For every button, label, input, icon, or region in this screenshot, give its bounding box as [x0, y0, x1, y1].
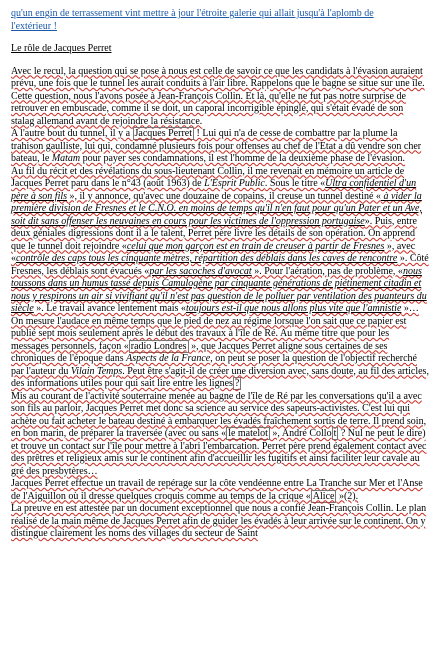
paragraph-1: Avec le recul, la question qui se pose à nous est celle de savoir ce que les candidats à l'évasion auraient prévu, une fois que le tunnel les aurait conduits à l'air libre. Rappelons que le bagne se situe sur une île.	[11, 65, 425, 89]
paragraph-7: Jacques Perret effectue un travail de repérage sur la côte vendéenne entre La Tranche sur Mer et l'Anse de l'Aiguillon où il dresse quelques croquis comme au temps de la crique « Alice »(2).	[11, 478, 423, 502]
opening-line-1[interactable]: qu'un engin de terrassement vint mettre à jour l'étroite galerie qui allait jusqu'à l'aplomb de	[11, 8, 374, 19]
paragraph-4: Au fil du récit et des révélations du sous-lieutenant Collin, il me revenait en mémoire un article de Jacques Perret paru dans le n°43 (août 1963) de L'Esprit Public. Sous le titre «Ultra confidentiel d'un père à son fils », il y annonce, qu'avec une douzaine de copains, il creuse un tunnel destiné « à vider la première division de Fresnes et le C.N.O. en moins de temps qu'il n'en faut pour qu'un Pater et un Ave, soit dit sans offenser les neuvaines en cours pour les victimes de l'oppression portugaise». Puis, entre deux géniales digressions dont il a le talent, Perret père livre les détails de son opération. On apprend que le tunnel doit rejoindre «celui que mon garçon est en train de creuser à partir de Fresnes », avec «contrôle des caps tous les cinquante mètres, répartition des déblais dans les caves de rencontre ». Côté Fresnes, les déblais sont évacués «par les sacoches d'avocat ». Pour l'aération, pas de problème, «nous toussons dans un humus tassé depuis Camulogène par cinquante générations de piétinement citadin et nous y respirons un air si vivifiant qu'il n'est pas question de le polluer par ventilation des puanteurs du siècle ». Le travail avance lentement mais «toujours est-il que nous allons plus vite que l'amnistie »…	[11, 165, 429, 314]
name-box-matelot: le matelot	[228, 428, 268, 439]
book-vilain-temps: Vilain Temps	[70, 365, 123, 377]
quote-title: Ultra confidentiel d'un père à son fils	[11, 178, 417, 202]
opening-line-2[interactable]: l'extérieur !	[11, 20, 57, 32]
opening-paragraph	[11, 8, 429, 33]
journal-title: L'Esprit Public	[204, 178, 265, 189]
quote-amnistie: toujours est-il que nous allons plus vite que l'amnistie	[185, 303, 402, 314]
quote-son: celui que mon garçon est en train de creuser à partir de Fresnes	[126, 240, 385, 252]
quote-humus: nous toussons dans un humus tassé depuis Camulogène par cinquante générations de piétinement citadin et nous y respirons un air si vivifiant qu'il n'est pas question de le polluer par ventilation des puanteurs du siècle	[11, 265, 427, 314]
paragraph-6: Mis au courant de l'activité souterraine menée au bagne de l'île de Ré par les conversations qu'il a avec son fils au parloir, Jacques Perret met donc sa science au service des sapeurs-activistes. C'est lui qui achète ou fait acheter le bateau destiné à embarquer les évadés fraîchement sortis de terre. Il prend soin, en bon marin, de préparer la traversée (avec ou sans « le matelot », André Collo t ? Nul ne peut le dire) et trouve un contact sur l'île pour mettre à l'abri l'embarcation. Perret père prend également contact avec des prêtres et religieux amis sur le continent afin d'accueillir les fugitifs et ainsi faciliter leur cavale au gré des presbytères…	[11, 390, 427, 477]
blank-line	[11, 56, 429, 66]
blank-line	[11, 33, 429, 43]
box-letter-t: t	[333, 428, 337, 439]
boat-name: Matam	[51, 153, 81, 164]
paragraph-8: La preuve en est attestée par un document exceptionnel que nous a confié Jean-François Collin. Le plan réalisé de la main même de Jacques Perret afin de guider les évadés à leur arrivée sur le continent. On y distingue clairement les noms des villages du secteur de Saint	[11, 503, 427, 539]
name-box-radio-londres: radio Londres	[130, 340, 187, 352]
box-question-mark: ?	[234, 378, 240, 389]
quote-controle: contrôle des caps tous les cinquante mètres, répartition des déblais dans les caves de rencontre	[16, 253, 398, 264]
name-box-alice: Alice	[312, 490, 335, 502]
name-box-perret: Jacques Perret	[134, 128, 192, 139]
paragraph-5: On mesure l'audace en même temps que le pied de nez au régime lorsque l'on sait que ce papier est publié sept mois seulement après le début des travaux à l'île de Ré. Au même titre que pour les messages personnels, façon « radio Londres », que Jacques Perret aligne sous certaines de ses chroniques de l'époque dans Aspects de la France, on peut se poser la question de l'objectif recherché par l'auteur du Vilain Temps. Peut être s'agit-il de créer une diversion avec, sans doute, au fil des articles, des informations utiles pour qui sait lire entre les lignes ?	[11, 315, 429, 389]
quote-sacoches: par les sacoches d'avocat	[149, 265, 252, 277]
journal-aspects: Aspects de la France	[126, 353, 211, 364]
quote-tunnel: à vider la première division de Fresnes et le C.N.O. en moins de temps qu'il n'en faut pour qu'un Pater et un Ave, soit dit sans offenser les neuvaines en cours pour les victimes de l'oppression portugaise	[11, 190, 422, 227]
section-title: Le rôle de Jacques Perret	[11, 43, 112, 54]
paragraph-2: Cette question, nous l'avons posée à Jean-François Collin. Et là, qu'elle ne fut pas notre surprise de retrouver en embuscade, comme il se doit, un caporal incorrigible épinglé, qui s'était évadé de son stalag allemand avant de rejoindre la résistance.	[11, 90, 406, 127]
paragraph-3: A l'autre bout du tunnel, il y a Jacques Perret ! Lui qui n'a de cesse de combattre par la plume la trahison gaulliste, lui qui, condamné plusieurs fois pour offenses au chef de l'Etat a dû vendre son cher bateau, le Matam pour payer ses condamnations, il est l'homme de la deuxième phase de l'évasion.	[11, 128, 422, 164]
